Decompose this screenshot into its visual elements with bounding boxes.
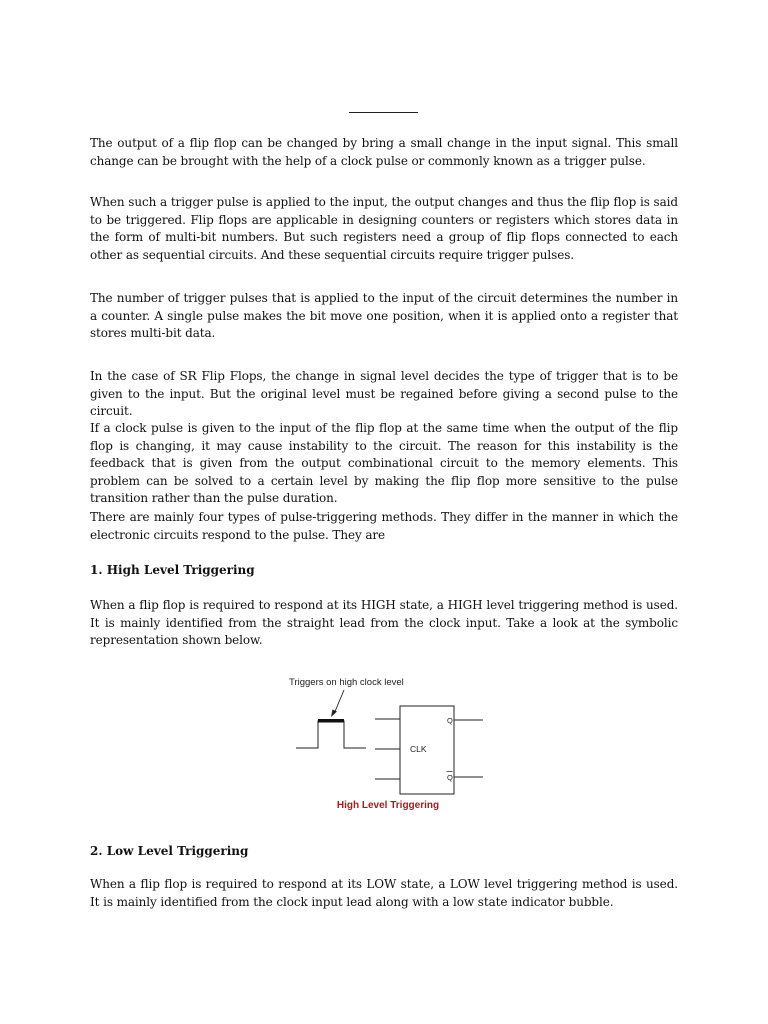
- clock-pulse-waveform: [296, 721, 366, 748]
- paragraph-number-of-pulses: The number of trigger pulses that is applied to the input of the circuit determines the number in a counter. A single pulse makes the bit move one position, when it is applied onto a register that stores multi-bit data.: [90, 291, 678, 340]
- title-rule: [349, 112, 418, 113]
- paragraph-low-level: When a flip flop is required to respond at its LOW state, a LOW level triggering method is used. It is mainly identified from the clock input lead along with a low state indicator bubble.: [90, 877, 678, 909]
- heading-low-level-triggering: 2. Low Level Triggering: [90, 844, 249, 858]
- high-level-triggering-figure: [280, 670, 490, 816]
- annotation-arrow: [334, 690, 344, 714]
- paragraph-four-types: There are mainly four types of pulse-triggering methods. They differ in the manner in which the electronic circuits respond to the pulse. They are: [90, 510, 678, 542]
- figure-caption: High Level Triggering: [336, 800, 440, 811]
- heading-high-level-triggering: 1. High Level Triggering: [90, 563, 255, 577]
- flip-flop-box: [400, 706, 454, 794]
- paragraph-sr-flip-flops: In the case of SR Flip Flops, the change in signal level decides the type of trigger that is to be given to the input. But the original level must be regained before giving a second pulse to the circuit.: [90, 369, 678, 418]
- paragraph-high-level: When a flip flop is required to respond at its HIGH state, a HIGH level triggering method is used. It is mainly identified from the straight lead from the clock input. Take a look at the symbolic representation shown below.: [90, 598, 678, 647]
- clk-label: CLK: [410, 744, 427, 754]
- q-label: Q: [447, 716, 453, 725]
- annotation-text: Triggers on high clock level: [289, 677, 404, 688]
- paragraph-instability: If a clock pulse is given to the input of the flip flop at the same time when the output of the flip flop is changing, it may cause instability to the circuit. The reason for this instability is the feedback that is given from the output combinational circuit to the memory elements. This problem can be solved to a certain level by making the flip flop more sensitive to the pulse transition rather than the pulse duration.: [90, 421, 678, 505]
- flip-flop-diagram: [280, 670, 490, 816]
- high-level-bar: [318, 719, 344, 723]
- paragraph-trigger-pulse: When such a trigger pulse is applied to the input, the output changes and thus the flip flop is said to be triggered. Flip flops are applicable in designing counters or registers which stores data in the form of multi-bit numbers. But such registers need a group of flip flops connected to each other as sequential circuits. And these sequential circuits require trigger pulses.: [90, 195, 678, 262]
- arrow-head-icon: [331, 710, 337, 718]
- q-bar-label: Q: [447, 773, 453, 782]
- paragraph-intro: The output of a flip flop can be changed by bring a small change in the input signal. This small change can be brought with the help of a clock pulse or commonly known as a trigger pulse.: [90, 136, 678, 168]
